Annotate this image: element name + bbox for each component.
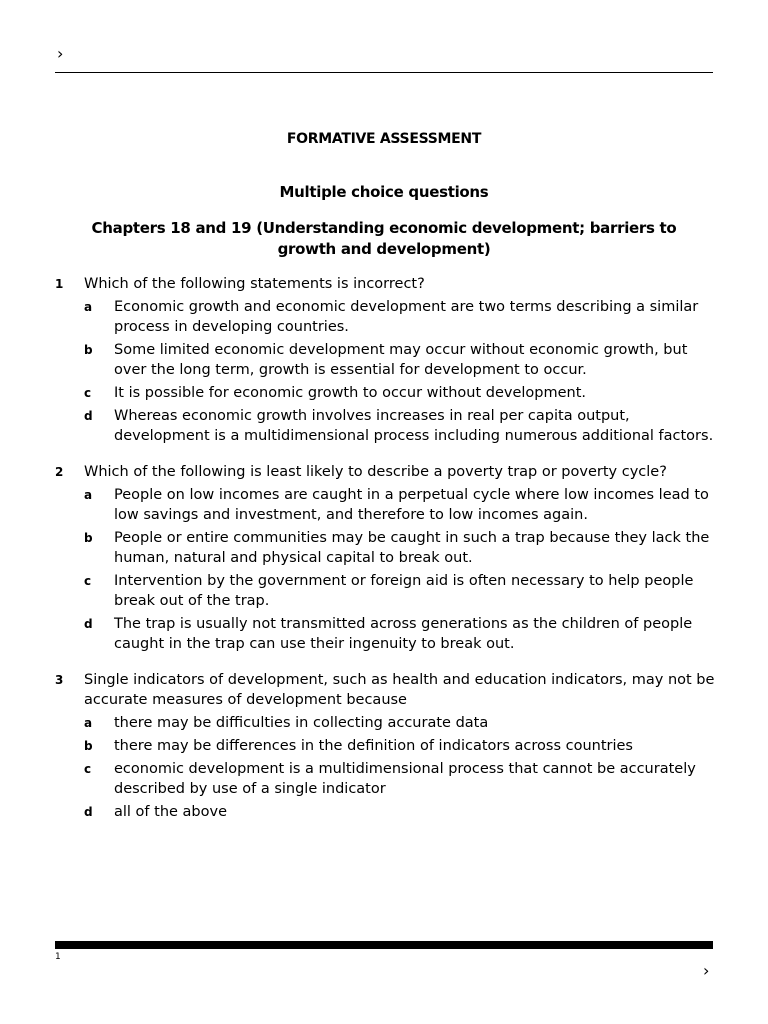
- option-text: there may be differences in the definition of indicators across countries: [114, 738, 633, 754]
- option-text: The trap is usually not transmitted across generations as the children of people caught in the trap can use their ingenuity to break out.: [114, 616, 693, 652]
- option-text: Some limited economic development may occur without economic growth, but over the long term, growth is essential for development to occur.: [114, 342, 688, 378]
- option-letter: c: [84, 762, 92, 776]
- question-number: 3: [55, 673, 64, 687]
- option-text: all of the above: [114, 804, 228, 820]
- answer-option: [55, 340, 715, 380]
- question: [55, 274, 715, 446]
- question-stem: [55, 274, 715, 294]
- question: [55, 462, 715, 654]
- option-text: It is possible for economic growth to occur without development.: [114, 385, 587, 401]
- question: [55, 670, 715, 822]
- question-number: 2: [55, 465, 64, 479]
- answer-option: [55, 383, 715, 403]
- option-letter: b: [84, 739, 93, 753]
- option-letter: d: [84, 409, 93, 423]
- question-stem: [55, 670, 715, 710]
- question-list: [55, 274, 715, 838]
- answer-option: [55, 614, 715, 654]
- option-text: Economic growth and economic development are two terms describing a similar process in developing countries.: [114, 299, 699, 335]
- answer-option: [55, 528, 715, 568]
- answer-option: [55, 571, 715, 611]
- answer-option: [55, 406, 715, 446]
- chapters-heading: Chapters 18 and 19 (Understanding economic development; barriers to growth and development): [91, 219, 677, 258]
- option-letter: d: [84, 617, 93, 631]
- answer-option: [55, 297, 715, 337]
- page-subtitle: Multiple choice questions: [279, 183, 489, 201]
- option-letter: a: [84, 716, 93, 730]
- answer-option: [55, 736, 715, 756]
- option-letter: b: [84, 343, 93, 357]
- option-text: Whereas economic growth involves increases in real per capita output, development is a multidimensional process including numerous additional factors.: [114, 408, 714, 444]
- footer-chevron-icon: ›: [703, 961, 710, 980]
- option-letter: c: [84, 574, 92, 588]
- answer-option: [55, 485, 715, 525]
- footer-rule: [55, 941, 713, 949]
- option-letter: a: [84, 300, 93, 314]
- option-letter: b: [84, 531, 93, 545]
- option-text: there may be difficulties in collecting accurate data: [114, 715, 489, 731]
- option-text: Intervention by the government or foreign aid is often necessary to help people break out of the trap.: [114, 573, 694, 609]
- header-chevron-icon: ›: [57, 44, 64, 63]
- option-text: People on low incomes are caught in a perpetual cycle where low incomes lead to low savings and investment, and therefore to low incomes again.: [114, 487, 709, 523]
- answer-option: [55, 802, 715, 822]
- answer-option: [55, 759, 715, 799]
- question-text: Which of the following statements is incorrect?: [84, 276, 425, 292]
- option-letter: c: [84, 386, 92, 400]
- question-text: Single indicators of development, such as health and education indicators, may not be accurate measures of development because: [84, 672, 715, 708]
- option-letter: a: [84, 488, 93, 502]
- question-number: 1: [55, 277, 64, 291]
- option-text: economic development is a multidimensional process that cannot be accurately described by use of a single indicator: [114, 761, 696, 797]
- answer-option: [55, 713, 715, 733]
- option-text: People or entire communities may be caught in such a trap because they lack the human, natural and physical capital to break out.: [114, 530, 710, 566]
- option-letter: d: [84, 805, 93, 819]
- header-rule: [55, 72, 713, 73]
- question-stem: [55, 462, 715, 482]
- question-text: Which of the following is least likely to describe a poverty trap or poverty cycle?: [84, 464, 667, 480]
- page-number: 1: [55, 952, 61, 962]
- page-title: FORMATIVE ASSESSMENT: [286, 131, 482, 147]
